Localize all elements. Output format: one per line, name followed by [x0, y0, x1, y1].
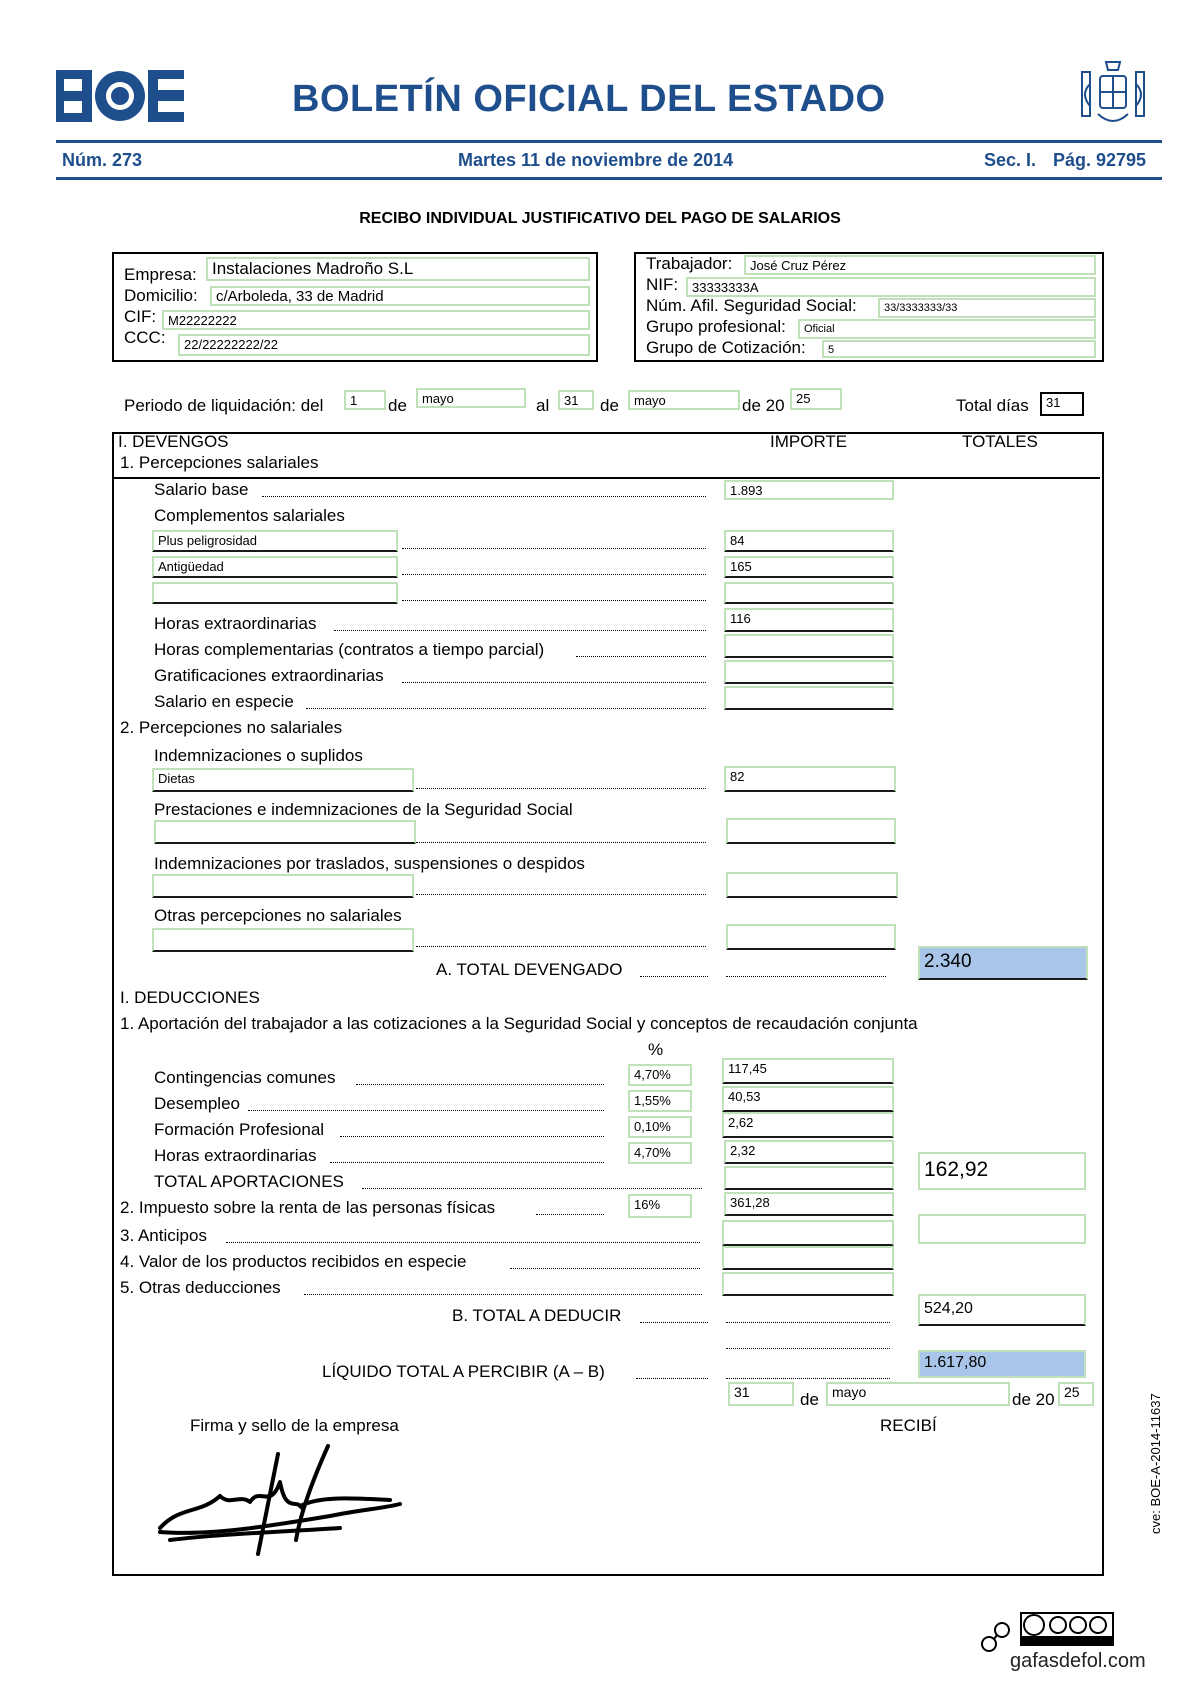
base-salary-field[interactable]: 1.893 — [724, 480, 894, 500]
base-salary-label: Salario base — [154, 480, 249, 499]
unemployment-value[interactable]: 40,53 — [722, 1086, 894, 1112]
total-contributions-field[interactable]: 162,92 — [918, 1152, 1086, 1190]
period-year[interactable]: 25 — [790, 388, 842, 410]
complement-2-value[interactable]: 165 — [724, 556, 894, 578]
dotted-leader — [226, 1242, 700, 1243]
dotted-leader — [356, 1084, 604, 1085]
dotted-leader — [306, 708, 706, 709]
complement-2-name[interactable]: Antigüedad — [152, 556, 398, 578]
complement-3-name[interactable] — [152, 582, 398, 604]
advances-total-field[interactable] — [918, 1214, 1086, 1244]
dotted-leader — [248, 1110, 604, 1111]
ccc-field[interactable]: 22/22222222/22 — [178, 334, 590, 356]
period-from-month[interactable]: mayo — [416, 388, 526, 408]
net-pay-label: LÍQUIDO TOTAL A PERCIBIR (A – B) — [322, 1362, 605, 1381]
total-days-label: Total días — [956, 396, 1029, 415]
worker-label: Trabajador: — [646, 254, 733, 273]
complementary-hours-label: Horas complementarias (contratos a tiempo parcial) — [154, 640, 545, 659]
unemployment-percent[interactable]: 1,55% — [628, 1090, 692, 1112]
address-field[interactable]: c/Arboleda, 33 de Madrid — [210, 286, 590, 306]
total-contributions-label: TOTAL APORTACIONES — [154, 1172, 344, 1191]
sign-month-field[interactable]: mayo — [826, 1382, 1010, 1406]
social-security-benefits-name[interactable] — [154, 820, 416, 844]
dotted-leader — [402, 548, 706, 549]
period-de-20: de 20 — [742, 396, 785, 415]
dotted-leader — [362, 1188, 702, 1189]
importe-column-header: IMPORTE — [770, 432, 848, 451]
dotted-leader — [726, 1322, 890, 1323]
nif-field[interactable]: 33333333A — [686, 277, 1096, 297]
income-tax-value[interactable]: 361,28 — [724, 1192, 894, 1216]
advances-field[interactable] — [722, 1220, 894, 1246]
header-top-rule — [56, 140, 1162, 143]
dotted-leader — [416, 842, 706, 843]
transfer-compensation-name[interactable] — [152, 874, 414, 898]
professional-training-label: Formación Profesional — [154, 1120, 325, 1139]
devengos-header-rule — [112, 477, 1100, 479]
income-tax-label: 2. Impuesto sobre la renta de las personas físicas — [120, 1198, 496, 1217]
transfer-compensation-label: Indemnizaciones por traslados, suspensiones o despidos — [154, 854, 585, 873]
dotted-leader — [726, 1348, 890, 1349]
sign-year-field[interactable]: 25 — [1058, 1382, 1094, 1406]
ccc-label: CCC: — [124, 328, 166, 347]
sign-day-field[interactable]: 31 — [728, 1382, 794, 1406]
period-de-1: de — [388, 396, 407, 415]
non-salary-perceptions-heading: 2. Percepciones no salariales — [120, 718, 343, 737]
overtime-deduction-label: Horas extraordinarias — [154, 1146, 317, 1165]
total-days-field[interactable]: 31 — [1040, 392, 1084, 416]
total-accrued-field[interactable]: 2.340 — [918, 946, 1088, 980]
gazette-title: BOLETÍN OFICIAL DEL ESTADO — [292, 78, 886, 120]
dotted-leader — [416, 894, 706, 895]
address-label: Domicilio: — [124, 286, 198, 305]
income-tax-percent[interactable]: 16% — [628, 1194, 692, 1218]
allowances-label: Indemnizaciones o suplidos — [154, 746, 363, 765]
advances-label: 3. Anticipos — [120, 1226, 207, 1245]
salary-complements-label: Complementos salariales — [154, 506, 345, 525]
totales-column-header: TOTALES — [962, 432, 1038, 451]
overtime-deduction-percent[interactable]: 4,70% — [628, 1142, 692, 1164]
ss-number-field[interactable]: 33/3333333/33 — [878, 298, 1096, 318]
period-al: al — [536, 396, 550, 415]
contributions-heading: 1. Aportación del trabajador a las cotizaciones a la Seguridad Social y conceptos de recaudación conjunta — [120, 1014, 918, 1033]
dotted-leader — [330, 1162, 604, 1163]
sign-de-20-label: de 20 — [1012, 1390, 1055, 1409]
allowance-value[interactable]: 82 — [724, 766, 896, 792]
net-pay-field[interactable]: 1.617,80 — [918, 1350, 1086, 1378]
period-label: Periodo de liquidación: del — [124, 396, 324, 415]
period-from-day[interactable]: 1 — [344, 390, 386, 410]
dotted-leader — [726, 1378, 890, 1379]
dotted-leader — [510, 1268, 700, 1269]
deductions-heading: I. DEDUCCIONES — [120, 988, 260, 1007]
issue-number: Núm. 273 — [62, 150, 143, 170]
professional-group-label: Grupo profesional: — [646, 317, 786, 336]
bonuses-label: Gratificaciones extraordinarias — [154, 666, 384, 685]
total-contributions-importe[interactable] — [724, 1166, 894, 1190]
bonuses-field[interactable] — [724, 660, 894, 684]
professional-training-percent[interactable]: 0,10% — [628, 1116, 692, 1138]
transfer-compensation-value[interactable] — [726, 872, 898, 898]
dotted-leader — [726, 976, 886, 977]
complementary-hours-field[interactable] — [724, 634, 894, 658]
section-label: Sec. I. — [984, 150, 1037, 170]
cif-label: CIF: — [124, 307, 157, 326]
percent-column-header: % — [648, 1040, 664, 1059]
cve-code: cve: BOE-A-2014-11637 — [1148, 1393, 1163, 1534]
total-deduction-field[interactable]: 524,20 — [918, 1294, 1086, 1326]
company-field[interactable]: Instalaciones Madroño S.L — [206, 257, 590, 281]
boe-logo — [56, 70, 184, 122]
products-in-kind-field[interactable] — [722, 1246, 894, 1270]
devengos-heading: I. DEVENGOS — [118, 432, 229, 451]
spain-coat-of-arms-icon — [1078, 58, 1148, 130]
dotted-leader — [640, 976, 708, 977]
contribution-group-label: Grupo de Cotización: — [646, 338, 806, 357]
worker-field[interactable]: José Cruz Pérez — [744, 255, 1096, 275]
common-contingencies-label: Contingencias comunes — [154, 1068, 336, 1087]
dotted-leader — [636, 1378, 708, 1379]
complement-1-value[interactable]: 84 — [724, 530, 894, 552]
company-label: Empresa: — [124, 265, 197, 284]
total-deduction-label: B. TOTAL A DEDUCIR — [452, 1306, 622, 1325]
social-security-benefits-label: Prestaciones e indemnizaciones de la Seguridad Social — [154, 800, 573, 819]
salary-perceptions-heading: 1. Percepciones salariales — [120, 453, 319, 472]
issue-date: Martes 11 de noviembre de 2014 — [458, 150, 734, 170]
allowance-name[interactable]: Dietas — [152, 768, 414, 792]
dotted-leader — [304, 1294, 702, 1295]
company-signature — [150, 1436, 410, 1566]
cif-field[interactable]: M22222222 — [162, 310, 590, 330]
common-contingencies-percent[interactable]: 4,70% — [628, 1064, 692, 1086]
dotted-leader — [402, 574, 706, 575]
dotted-leader — [536, 1214, 604, 1215]
nif-label: NIF: — [646, 275, 679, 294]
products-in-kind-label: 4. Valor de los productos recibidos en especie — [120, 1252, 467, 1271]
other-non-salary-name[interactable] — [152, 928, 414, 952]
dotted-leader — [262, 496, 706, 497]
other-non-salary-label: Otras percepciones no salariales — [154, 906, 402, 925]
glasses-logo-icon — [980, 1620, 1010, 1654]
footer-site: gafasdefol.com — [1010, 1650, 1146, 1672]
professional-training-value[interactable]: 2,62 — [722, 1112, 894, 1138]
period-de-2: de — [600, 396, 619, 415]
ss-number-label: Núm. Afil. Seguridad Social: — [646, 296, 857, 315]
salary-in-kind-label: Salario en especie — [154, 692, 294, 711]
dotted-leader — [576, 656, 706, 657]
common-contingencies-value[interactable]: 117,45 — [722, 1058, 894, 1084]
salary-in-kind-field[interactable] — [724, 686, 894, 710]
other-deductions-field[interactable] — [722, 1272, 894, 1296]
dotted-leader — [416, 788, 706, 789]
dotted-leader — [402, 600, 706, 601]
overtime-field[interactable]: 116 — [724, 608, 894, 632]
period-to-month[interactable]: mayo — [628, 390, 740, 410]
overtime-label: Horas extraordinarias — [154, 614, 317, 633]
professional-group-field[interactable]: Oficial — [798, 319, 1096, 339]
company-signature-label: Firma y sello de la empresa — [190, 1416, 399, 1435]
other-non-salary-value[interactable] — [726, 924, 896, 950]
period-to-day[interactable]: 31 — [558, 390, 594, 410]
dotted-leader — [334, 630, 706, 631]
overtime-deduction-value[interactable]: 2,32 — [724, 1140, 894, 1164]
contribution-group-field[interactable]: 5 — [822, 340, 1096, 358]
dotted-leader — [640, 1322, 708, 1323]
document-title: RECIBO INDIVIDUAL JUSTIFICATIVO DEL PAGO DE SALARIOS — [359, 210, 841, 227]
dotted-leader — [340, 1136, 604, 1137]
page-number: Pág. 92795 — [1053, 150, 1147, 170]
unemployment-label: Desempleo — [154, 1094, 240, 1113]
complement-3-value[interactable] — [724, 582, 894, 604]
creative-commons-badge-icon — [1020, 1612, 1114, 1646]
other-deductions-label: 5. Otras deducciones — [120, 1278, 281, 1297]
complement-1-name[interactable]: Plus peligrosidad — [152, 530, 398, 552]
total-accrued-label: A. TOTAL DEVENGADO — [436, 960, 623, 979]
sign-de-label: de — [800, 1390, 819, 1409]
dotted-leader — [416, 946, 706, 947]
social-security-benefits-value[interactable] — [726, 818, 896, 844]
received-label: RECIBÍ — [880, 1416, 937, 1435]
header-bottom-rule — [56, 177, 1162, 180]
dotted-leader — [402, 682, 706, 683]
